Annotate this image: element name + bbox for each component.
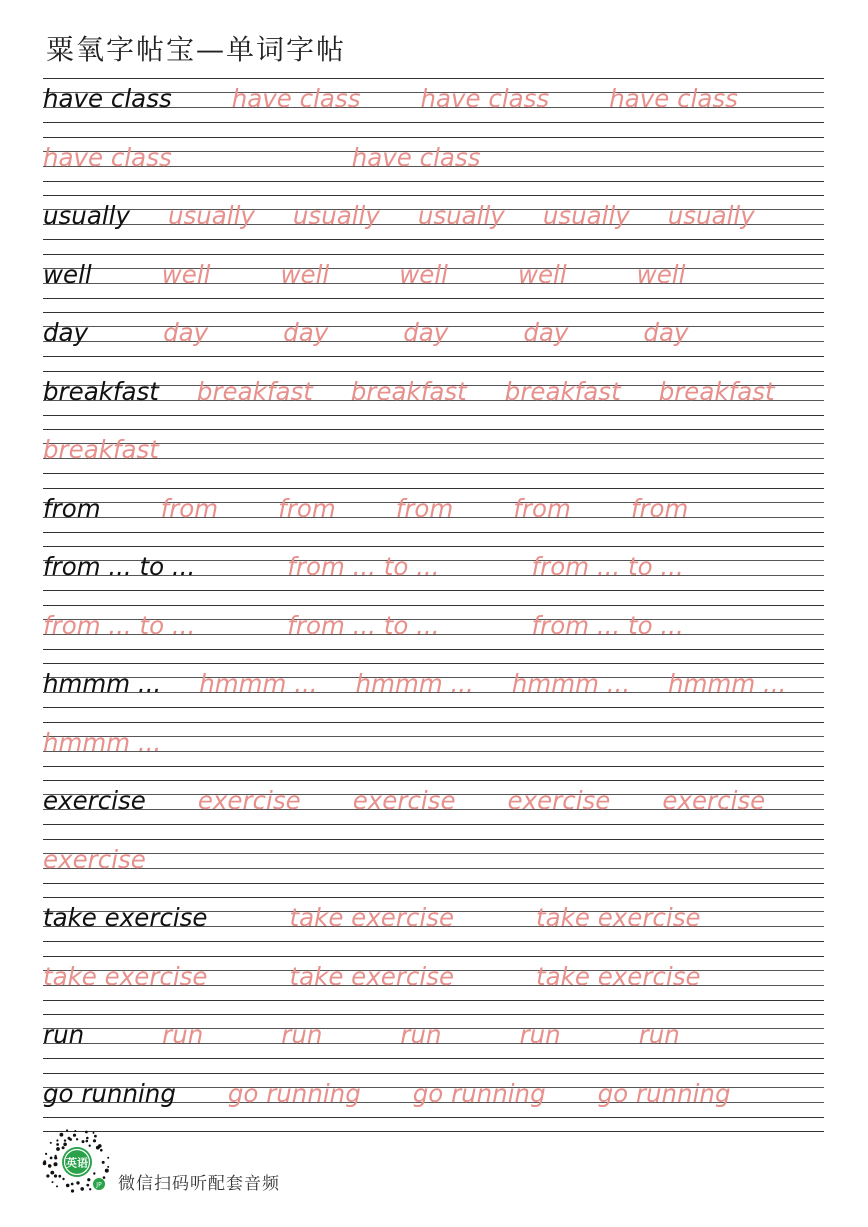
trace-word: from ... to ... bbox=[531, 610, 684, 640]
trace-word: run bbox=[162, 1020, 204, 1049]
trace-word: exercise bbox=[197, 786, 301, 815]
guide-line bbox=[43, 853, 824, 854]
trace-word: day bbox=[403, 318, 449, 347]
guide-line bbox=[43, 312, 824, 313]
guide-line bbox=[43, 1014, 824, 1015]
guide-line bbox=[43, 707, 824, 708]
writing-row bbox=[43, 1014, 824, 1073]
guide-line bbox=[43, 546, 824, 547]
guide-line bbox=[43, 1058, 824, 1059]
model-word: well bbox=[43, 259, 92, 289]
trace-word: have class bbox=[609, 84, 738, 113]
qr-dot bbox=[64, 1139, 66, 1141]
qr-dot bbox=[66, 1184, 70, 1188]
trace-word: exercise bbox=[662, 786, 766, 815]
qr-dot bbox=[98, 1144, 102, 1148]
qr-dot bbox=[63, 1143, 67, 1147]
writing-row bbox=[43, 195, 824, 254]
page-title: 粟氧字帖宝—单词字帖 bbox=[46, 33, 347, 66]
model-word: from ... to ... bbox=[43, 552, 196, 581]
guide-line bbox=[43, 897, 824, 898]
guide-line bbox=[43, 868, 824, 869]
trace-word: well bbox=[161, 259, 211, 289]
guide-line bbox=[43, 195, 824, 196]
trace-word: from bbox=[513, 493, 571, 523]
qr-dot bbox=[62, 1178, 64, 1180]
guide-line bbox=[43, 722, 824, 723]
qr-dot bbox=[60, 1133, 64, 1137]
guide-line bbox=[43, 1000, 824, 1001]
guide-line bbox=[43, 1117, 824, 1118]
guide-line bbox=[43, 941, 824, 942]
trace-word: breakfast bbox=[196, 376, 313, 406]
model-word: take exercise bbox=[43, 903, 208, 932]
qr-dot bbox=[107, 1157, 109, 1159]
writing-row bbox=[43, 1073, 824, 1132]
writing-row bbox=[43, 897, 824, 956]
writing-row bbox=[43, 956, 824, 1015]
row-words bbox=[43, 376, 775, 408]
trace-word: hmmm ... bbox=[668, 669, 787, 698]
trace-word: have class bbox=[231, 84, 361, 113]
model-word: usually bbox=[43, 201, 130, 230]
guide-line bbox=[43, 239, 824, 240]
qr-dot bbox=[76, 1138, 78, 1140]
trace-word: day bbox=[163, 318, 209, 347]
trace-word: usually bbox=[292, 201, 380, 230]
trace-word: take exercise bbox=[43, 961, 208, 991]
trace-word: go running bbox=[597, 1078, 731, 1108]
qr-dot bbox=[56, 1147, 60, 1151]
qr-dot bbox=[55, 1155, 57, 1157]
writing-row bbox=[43, 780, 824, 839]
model-word: day bbox=[43, 318, 89, 347]
writing-row bbox=[43, 429, 824, 488]
guide-line bbox=[43, 649, 824, 650]
trace-word: have class bbox=[420, 84, 550, 113]
model-word: hmmm ... bbox=[43, 669, 162, 698]
qr-dot bbox=[85, 1131, 88, 1134]
trace-word: well bbox=[280, 259, 330, 289]
trace-word: breakfast bbox=[350, 376, 467, 406]
qr-dot bbox=[46, 1174, 49, 1177]
qr-dot bbox=[45, 1153, 47, 1155]
trace-word: from bbox=[395, 493, 454, 523]
trace-word: day bbox=[523, 318, 569, 347]
guide-line bbox=[43, 356, 824, 357]
trace-word: take exercise bbox=[536, 961, 701, 991]
guide-line bbox=[43, 663, 824, 664]
qr-dot bbox=[56, 1185, 58, 1187]
trace-word: take exercise bbox=[289, 903, 455, 932]
row-words bbox=[43, 727, 161, 759]
writing-row bbox=[43, 488, 824, 547]
guide-line bbox=[43, 488, 824, 489]
row-words bbox=[43, 1019, 680, 1051]
guide-line bbox=[43, 429, 824, 430]
guide-line bbox=[43, 78, 824, 79]
writing-row bbox=[43, 137, 824, 196]
trace-word: run bbox=[638, 1020, 680, 1049]
row-words bbox=[43, 1078, 731, 1110]
trace-word: hmmm ... bbox=[511, 669, 631, 698]
qr-dot bbox=[71, 1183, 74, 1186]
qr-dot bbox=[93, 1172, 95, 1174]
trace-word: usually bbox=[667, 201, 755, 230]
guide-line bbox=[43, 605, 824, 606]
trace-word: breakfast bbox=[504, 376, 621, 406]
trace-word: hmmm ... bbox=[199, 669, 318, 698]
qr-dot bbox=[68, 1137, 71, 1140]
qr-dot bbox=[62, 1146, 65, 1149]
guide-line bbox=[43, 298, 824, 299]
writing-row bbox=[43, 722, 824, 781]
qr-dot bbox=[74, 1130, 76, 1132]
qr-dot bbox=[94, 1135, 97, 1138]
qr-dot bbox=[103, 1176, 106, 1179]
qr-dot bbox=[52, 1181, 54, 1183]
qr-dot bbox=[50, 1171, 54, 1175]
trace-word: usually bbox=[542, 201, 630, 230]
qr-dot bbox=[58, 1175, 61, 1178]
trace-word: from bbox=[160, 493, 219, 523]
trace-word: breakfast bbox=[658, 376, 775, 406]
writing-row bbox=[43, 839, 824, 898]
trace-word: well bbox=[399, 259, 448, 289]
qr-dot bbox=[82, 1140, 85, 1143]
writing-row bbox=[43, 312, 824, 371]
row-words bbox=[43, 844, 146, 876]
trace-word: run bbox=[281, 1020, 323, 1049]
row-words bbox=[43, 83, 738, 115]
model-word: from bbox=[43, 493, 101, 523]
row-words bbox=[43, 961, 701, 993]
writing-row bbox=[43, 254, 824, 313]
qr-dot bbox=[105, 1169, 109, 1173]
qr-dot bbox=[93, 1139, 96, 1142]
guide-line bbox=[43, 590, 824, 591]
guide-line bbox=[43, 1073, 824, 1074]
row-words bbox=[43, 434, 159, 466]
trace-word: from bbox=[630, 493, 689, 523]
guide-line bbox=[43, 181, 824, 182]
qr-dot bbox=[71, 1189, 74, 1192]
trace-word: take exercise bbox=[536, 903, 701, 932]
guide-line bbox=[43, 458, 824, 459]
qr-dot bbox=[48, 1164, 52, 1168]
writing-row bbox=[43, 546, 824, 605]
qr-dot bbox=[66, 1129, 68, 1131]
qr-dot bbox=[86, 1184, 89, 1187]
row-words bbox=[43, 668, 786, 700]
qr-dot bbox=[93, 1132, 95, 1134]
guide-line bbox=[43, 824, 824, 825]
trace-word: run bbox=[519, 1020, 561, 1049]
row-words bbox=[43, 785, 765, 817]
qr-dot bbox=[76, 1181, 79, 1184]
guide-line bbox=[43, 780, 824, 781]
trace-word: from ... to ... bbox=[287, 552, 440, 581]
trace-word: usually bbox=[417, 201, 505, 230]
qr-dot bbox=[100, 1149, 103, 1152]
guide-line bbox=[43, 415, 824, 416]
qr-dot bbox=[86, 1140, 89, 1143]
trace-word: from bbox=[278, 493, 336, 523]
trace-word: well bbox=[517, 259, 567, 289]
qr-badge-label: 英语 bbox=[66, 1156, 88, 1170]
trace-word: usually bbox=[167, 201, 255, 230]
qr-dot bbox=[56, 1143, 59, 1146]
qr-dot bbox=[56, 1139, 58, 1141]
qr-dot bbox=[86, 1137, 89, 1140]
qr-dot bbox=[87, 1178, 90, 1181]
trace-word: hmmm ... bbox=[43, 727, 162, 757]
qr-dot bbox=[89, 1188, 91, 1190]
trace-word: hmmm ... bbox=[355, 669, 474, 698]
guide-line bbox=[43, 443, 824, 444]
guide-line bbox=[43, 766, 824, 767]
row-words bbox=[43, 902, 701, 934]
qr-code-icon[interactable] bbox=[42, 1128, 112, 1198]
qr-dot bbox=[54, 1162, 58, 1166]
qr-dot bbox=[80, 1187, 84, 1191]
qr-dot bbox=[102, 1161, 105, 1164]
guide-line bbox=[43, 122, 824, 123]
guide-line bbox=[43, 883, 824, 884]
trace-word: day bbox=[283, 318, 329, 347]
guide-line bbox=[43, 956, 824, 957]
guide-line bbox=[43, 371, 824, 372]
footer bbox=[42, 1128, 280, 1198]
qr-dot bbox=[50, 1142, 52, 1144]
row-words bbox=[43, 200, 755, 232]
guide-line bbox=[43, 473, 824, 474]
row-words bbox=[43, 142, 480, 174]
trace-word: breakfast bbox=[43, 435, 159, 464]
model-word: have class bbox=[43, 84, 172, 113]
writing-row bbox=[43, 605, 824, 664]
guide-line bbox=[43, 839, 824, 840]
model-word: go running bbox=[43, 1078, 176, 1108]
qr-dot bbox=[43, 1160, 46, 1163]
trace-word: from ... to ... bbox=[43, 610, 196, 640]
model-word: run bbox=[43, 1020, 85, 1049]
qr-dot bbox=[50, 1157, 53, 1160]
writing-row bbox=[43, 78, 824, 137]
model-word: exercise bbox=[43, 786, 146, 815]
trace-word: take exercise bbox=[289, 961, 455, 991]
qr-dot bbox=[89, 1145, 91, 1147]
row-words bbox=[43, 610, 684, 642]
trace-word: have class bbox=[351, 142, 481, 172]
handwriting-sheet bbox=[43, 78, 824, 1132]
qr-dot bbox=[54, 1174, 57, 1177]
guide-line bbox=[43, 137, 824, 138]
row-words bbox=[43, 493, 688, 525]
guide-line bbox=[43, 254, 824, 255]
trace-word: go running bbox=[412, 1078, 546, 1108]
guide-line bbox=[43, 532, 824, 533]
trace-word: run bbox=[400, 1020, 442, 1049]
qr-sub-label: JP bbox=[96, 1181, 102, 1189]
trace-word: go running bbox=[227, 1078, 361, 1108]
qr-dot bbox=[73, 1134, 76, 1137]
trace-word: day bbox=[643, 318, 689, 347]
qr-dot bbox=[107, 1166, 109, 1168]
writing-row bbox=[43, 371, 824, 430]
model-word: breakfast bbox=[43, 376, 159, 406]
trace-word: exercise bbox=[352, 786, 456, 815]
row-words bbox=[43, 551, 684, 583]
footer-caption: 微信扫码听配套音频 bbox=[118, 1174, 280, 1194]
writing-row bbox=[43, 663, 824, 722]
trace-word: exercise bbox=[507, 786, 611, 815]
row-words bbox=[43, 317, 688, 349]
row-words bbox=[43, 259, 685, 291]
trace-word: from ... to ... bbox=[287, 610, 440, 640]
trace-word: well bbox=[636, 259, 686, 289]
trace-word: from ... to ... bbox=[531, 552, 684, 581]
trace-word: have class bbox=[43, 142, 172, 172]
trace-word: exercise bbox=[43, 844, 146, 874]
